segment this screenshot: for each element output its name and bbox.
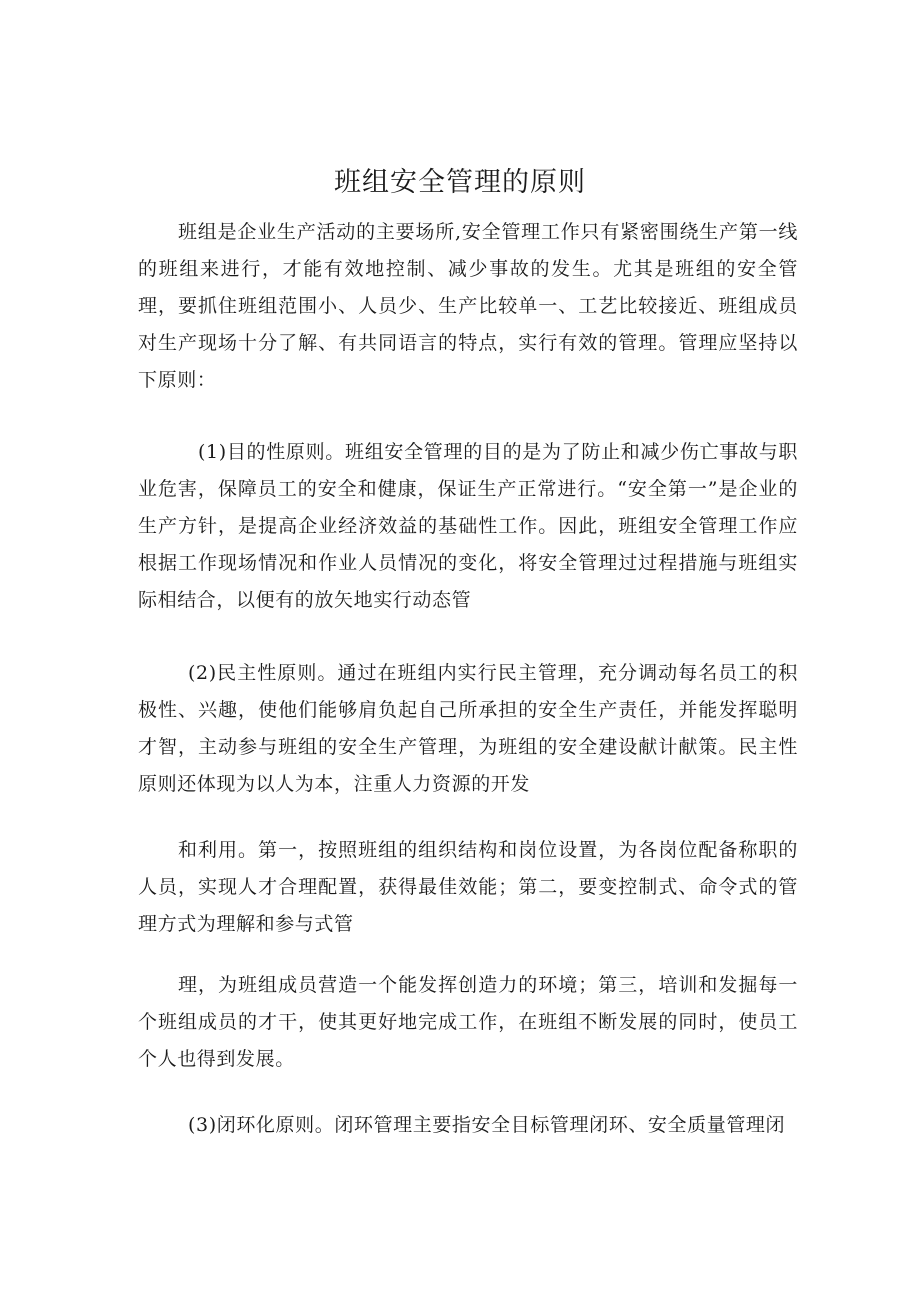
paragraph-closed-loop-principle: (3)闭环化原则。闭环管理主要指安全目标管理闭环、安全质量管理闭 [188, 1114, 786, 1136]
page-title: 班组安全管理的原则 [334, 167, 586, 198]
paragraph-intro: 班组是企业生产活动的主要场所,安全管理工作只有紧密围绕生产第一线的班组来进行，才能有效地控制、减少事故的发生。尤其是班组的安全管理，要抓住班组范围小、人员少、生产比较单一、工艺比较接近、班组成员对生产现场十分了解、有共同语言的特点，实行有效的管理。管理应坚持以下原则： [138, 221, 798, 391]
paragraph-purpose-principle: (1)目的性原则。班组安全管理的目的是为了防止和减少伤亡事故与职业危害，保障员工的安全和健康，保证生产正常进行。“安全第一”是企业的生产方针，是提高企业经济效益的基础性工作。因此，班组安全管理工作应根据工作现场情况和作业人员情况的变化，将安全管理过过程措施与班组实际相结合，以便有的放矢地实行动态管 [138, 441, 798, 611]
paragraph-democracy-principle: (2)民主性原则。通过在班组内实行民主管理，充分调动每名员工的积极性、兴趣，使他们能够肩负起自己所承担的安全生产责任，并能发挥聪明才智，主动参与班组的安全生产管理，为班组的安全建设献计献策。民主性原则还体现为以人为本，注重人力资源的开发 [138, 662, 798, 795]
paragraph-democracy-continued: 和利用。第一，按照班组的组织结构和岗位设置，为各岗位配备称职的人员，实现人才合理配置，获得最佳效能；第二，要变控制式、命令式的管理方式为理解和参与式管 [138, 839, 798, 935]
paragraph-democracy-environment: 理，为班组成员营造一个能发挥创造力的环境；第三，培训和发掘每一个班组成员的才干，使其更好地完成工作，在班组不断发展的同时，使员工个人也得到发展。 [138, 974, 798, 1070]
